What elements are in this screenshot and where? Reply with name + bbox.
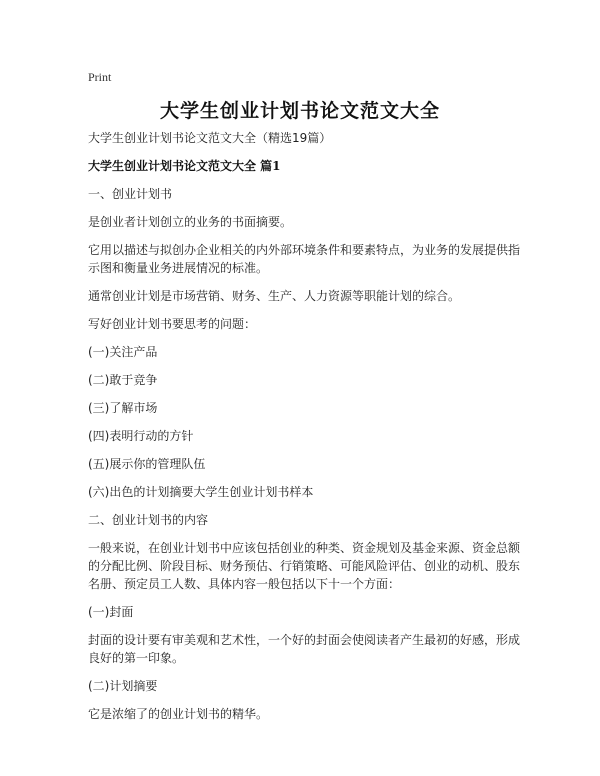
document-body [88, 129, 520, 733]
paragraph: 一、创业计划书 [88, 187, 173, 201]
section-heading: 大学生创业计划书论文范文大全 篇1 [88, 159, 281, 173]
paragraph: 封面的设计要有审美观和艺术性，一个好的封面会使阅读者产生最初的好感，形成良好的第一印象。 [88, 633, 521, 665]
paragraph: 二、创业计划书的内容 [88, 513, 209, 527]
paragraph: 它用以描述与拟创办企业相关的内外部环境条件和要素特点，为业务的发展提供指示图和衡量业务进展情况的标准。 [88, 243, 521, 275]
list-item: (五)展示你的管理队伍 [88, 457, 206, 471]
list-item: (六)出色的计划摘要大学生创业计划书样本 [88, 485, 314, 499]
list-item: (四)表明行动的方针 [88, 429, 194, 443]
paragraph: 写好创业计划书要思考的问题： [88, 317, 257, 331]
paragraph: 它是浓缩了的创业计划书的精华。 [88, 707, 269, 721]
paragraph: 通常创业计划是市场营销、财务、生产、人力资源等职能计划的综合。 [88, 289, 461, 303]
list-item: (二)计划摘要 [88, 679, 158, 693]
list-item: (二)敢于竞争 [88, 373, 158, 387]
list-item: (三)了解市场 [88, 401, 158, 415]
print-link[interactable]: Print [88, 70, 112, 84]
list-item: (一)封面 [88, 605, 134, 619]
list-item: (一)关注产品 [88, 345, 158, 359]
page-title: 大学生创业计划书论文范文大全 [159, 100, 440, 122]
paragraph: 一般来说，在创业计划书中应该包括创业的种类、资金规划及基金来源、资金总额的分配比例、阶段目标、财务预估、行销策略、可能风险评估、创业的动机、股东名册、预定员工人数、具体内容一般包括以下十一个方面： [88, 541, 521, 591]
intro-paragraph: 大学生创业计划书论文范文大全（精选19篇） [88, 131, 332, 145]
paragraph: 是创业者计划创立的业务的书面摘要。 [88, 215, 293, 229]
